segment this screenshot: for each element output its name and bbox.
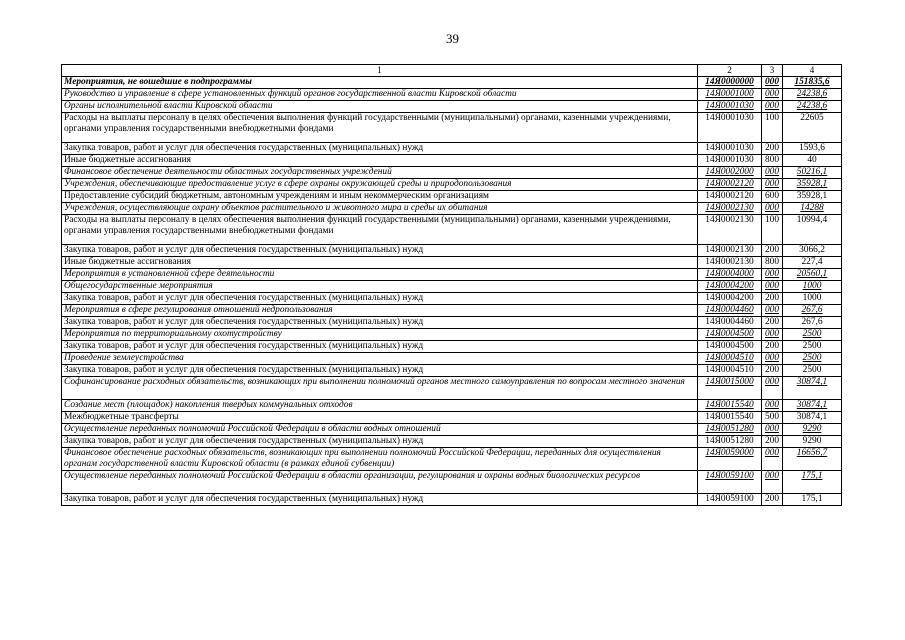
table-row <box>62 77 842 89</box>
row-name <box>62 77 698 89</box>
row-expense-type-text: 100 <box>764 215 780 225</box>
row-amount-text: 175,1 <box>801 471 823 481</box>
row-amount-text: 24238,6 <box>796 89 828 99</box>
row-name-text: Органы исполнительной власти Кировской области <box>64 101 273 111</box>
row-code-text: 14Я0059000 <box>705 448 754 458</box>
row-expense-type-text: 000 <box>764 179 780 189</box>
row-name <box>62 424 698 436</box>
row-name-text: Софинансирование расходных обязательств, возникающих при выполнении полномочий органов местного самоуправления по вопросам местного значения <box>64 377 685 387</box>
row-code-text: 14Я0004460 <box>705 317 754 327</box>
row-code <box>698 143 762 155</box>
budget-table <box>61 64 842 506</box>
row-expense-type <box>762 245 783 257</box>
row-amount-text: 30874,1 <box>796 400 828 410</box>
row-amount-text: 2500 <box>802 341 822 351</box>
row-name <box>62 155 698 167</box>
row-code <box>698 377 762 400</box>
row-name <box>62 143 698 155</box>
row-name-text: Закупка товаров, работ и услуг для обеспечения государственных (муниципальных) нужд <box>64 143 424 153</box>
table-row <box>62 269 842 281</box>
table-row <box>62 191 842 203</box>
row-amount <box>783 167 842 179</box>
row-code-text: 14Я0000000 <box>705 77 754 87</box>
row-amount-text: 50216,1 <box>796 167 828 177</box>
row-expense-type-text: 000 <box>764 203 780 213</box>
row-expense-type-text: 000 <box>764 281 780 291</box>
row-name <box>62 191 698 203</box>
row-name-text: Иные бюджетные ассигнования <box>64 257 191 267</box>
row-name-text: Закупка товаров, работ и услуг для обеспечения государственных (муниципальных) нужд <box>64 341 424 351</box>
row-code <box>698 305 762 317</box>
row-expense-type-text: 200 <box>764 365 780 375</box>
row-expense-type <box>762 89 783 101</box>
table-row <box>62 113 842 143</box>
row-code <box>698 353 762 365</box>
row-code <box>698 412 762 424</box>
row-amount <box>783 365 842 377</box>
row-amount-text: 267,6 <box>801 305 823 315</box>
row-code <box>698 245 762 257</box>
table-row <box>62 377 842 400</box>
row-code <box>698 215 762 245</box>
row-expense-type <box>762 281 783 293</box>
row-amount <box>783 412 842 424</box>
row-name-text: Финансовое обеспечение деятельности областных государственных учреждений <box>64 167 392 177</box>
row-amount-text: 1000 <box>802 293 822 303</box>
table-row <box>62 471 842 494</box>
row-expense-type-text: 800 <box>764 257 780 267</box>
row-expense-type <box>762 167 783 179</box>
row-amount <box>783 89 842 101</box>
row-name <box>62 317 698 329</box>
row-code-text: 14Я0004500 <box>705 329 754 339</box>
table-row <box>62 257 842 269</box>
row-name-text: Осуществление переданных полномочий Российской Федерации в области водных отношений <box>64 424 441 434</box>
row-expense-type <box>762 412 783 424</box>
table-row <box>62 215 842 245</box>
row-name-text: Мероприятия по территориальному охотустройству <box>64 329 282 339</box>
row-name-text: Руководство и управление в сфере установленных функций органов государственной власти Кировской области <box>64 89 517 99</box>
row-expense-type-text: 000 <box>764 424 780 434</box>
row-expense-type-text: 200 <box>764 317 780 327</box>
row-amount <box>783 269 842 281</box>
row-name <box>62 281 698 293</box>
row-amount-text: 151835,6 <box>794 77 830 87</box>
row-name <box>62 293 698 305</box>
row-amount <box>783 305 842 317</box>
row-amount-text: 175,1 <box>801 494 823 504</box>
row-expense-type <box>762 400 783 412</box>
row-expense-type <box>762 179 783 191</box>
row-name <box>62 203 698 215</box>
row-code-text: 14Я0004510 <box>705 365 754 375</box>
row-name <box>62 471 698 494</box>
row-amount <box>783 436 842 448</box>
row-amount <box>783 400 842 412</box>
row-name <box>62 257 698 269</box>
row-code-text: 14Я0002120 <box>705 179 754 189</box>
row-code <box>698 293 762 305</box>
row-name <box>62 269 698 281</box>
row-name-text: Закупка товаров, работ и услуг для обеспечения государственных (муниципальных) нужд <box>64 494 424 504</box>
row-expense-type-text: 200 <box>764 341 780 351</box>
row-code-text: 14Я0004000 <box>705 269 754 279</box>
row-code-text: 14Я0004500 <box>705 341 754 351</box>
row-amount <box>783 377 842 400</box>
row-code <box>698 203 762 215</box>
row-name-text: Мероприятия в сфере регулирования отношений недропользования <box>64 305 333 315</box>
table-row <box>62 400 842 412</box>
row-expense-type-text: 600 <box>764 191 780 201</box>
row-expense-type-text: 100 <box>764 113 780 123</box>
row-expense-type <box>762 494 783 506</box>
header-col-4: 4 <box>783 65 842 77</box>
row-name-text: Закупка товаров, работ и услуг для обеспечения государственных (муниципальных) нужд <box>64 365 424 375</box>
page-number: 39 <box>446 31 459 46</box>
row-name-text: Осуществление переданных полномочий Российской Федерации в области организации, регулирования и охраны водных биологических ресурсов <box>64 471 641 481</box>
table-body <box>62 65 842 506</box>
row-name <box>62 353 698 365</box>
row-expense-type <box>762 436 783 448</box>
table-row <box>62 293 842 305</box>
table-row <box>62 167 842 179</box>
row-code <box>698 101 762 113</box>
row-amount <box>783 191 842 203</box>
row-expense-type-text: 000 <box>764 400 780 410</box>
row-code-text: 14Я0004510 <box>705 353 754 363</box>
row-code <box>698 400 762 412</box>
row-expense-type <box>762 341 783 353</box>
table-row <box>62 494 842 506</box>
row-code-text: 14Я0015540 <box>705 400 754 410</box>
table-row <box>62 341 842 353</box>
table-row <box>62 353 842 365</box>
row-name <box>62 494 698 506</box>
row-code-text: 14Я0015540 <box>705 412 754 422</box>
row-code-text: 14Я0002130 <box>705 215 754 225</box>
row-name-text: Общегосударственные мероприятия <box>64 281 213 291</box>
row-expense-type <box>762 203 783 215</box>
row-expense-type-text: 800 <box>764 155 780 165</box>
row-expense-type-text: 000 <box>764 471 780 481</box>
row-expense-type-text: 000 <box>764 77 780 87</box>
row-expense-type <box>762 113 783 143</box>
row-expense-type-text: 000 <box>764 167 780 177</box>
row-amount <box>783 215 842 245</box>
row-code-text: 14Я0001030 <box>705 113 754 123</box>
row-expense-type <box>762 101 783 113</box>
row-amount <box>783 203 842 215</box>
row-expense-type-text: 000 <box>764 377 780 387</box>
row-code <box>698 365 762 377</box>
row-name <box>62 113 698 143</box>
row-expense-type-text: 000 <box>764 305 780 315</box>
row-name <box>62 436 698 448</box>
row-expense-type-text: 000 <box>764 329 780 339</box>
row-expense-type-text: 200 <box>764 494 780 504</box>
row-expense-type <box>762 448 783 471</box>
row-name <box>62 101 698 113</box>
row-name-text: Мероприятия, не вошедшие в подпрограммы <box>64 77 252 87</box>
row-code <box>698 167 762 179</box>
row-amount <box>783 155 842 167</box>
row-amount-text: 1000 <box>802 281 822 291</box>
row-name <box>62 215 698 245</box>
row-expense-type <box>762 155 783 167</box>
row-code-text: 14Я0004200 <box>705 281 754 291</box>
row-expense-type-text: 200 <box>764 293 780 303</box>
row-amount-text: 9290 <box>802 424 822 434</box>
row-code-text: 14Я0015000 <box>705 377 754 387</box>
row-code <box>698 269 762 281</box>
row-name-text: Учреждения, осуществляющие охрану объектов растительного и животного мира и среды их обитания <box>64 203 488 213</box>
row-code-text: 14Я0059100 <box>705 471 754 481</box>
row-amount <box>783 494 842 506</box>
row-name-text: Расходы на выплаты персоналу в целях обеспечения выполнения функций государственными (муниципальными) органами, казенными учреждениями, органами управления государственными внебюджетными фондами <box>64 113 671 134</box>
row-code-text: 14Я0051280 <box>705 436 754 446</box>
row-name-text: Иные бюджетные ассигнования <box>64 155 191 165</box>
row-expense-type-text: 000 <box>764 89 780 99</box>
row-expense-type <box>762 353 783 365</box>
row-name <box>62 179 698 191</box>
table-row <box>62 155 842 167</box>
row-expense-type-text: 200 <box>764 245 780 255</box>
table-row <box>62 101 842 113</box>
row-code <box>698 341 762 353</box>
table-row <box>62 281 842 293</box>
row-amount-text: 2500 <box>802 329 822 339</box>
row-code-text: 14Я0051280 <box>705 424 754 434</box>
row-expense-type <box>762 257 783 269</box>
row-expense-type-text: 000 <box>764 101 780 111</box>
table-row <box>62 365 842 377</box>
row-amount-text: 24238,6 <box>796 101 828 111</box>
row-code-text: 14Я0002130 <box>705 245 754 255</box>
row-amount <box>783 101 842 113</box>
row-amount <box>783 353 842 365</box>
row-code <box>698 448 762 471</box>
table-row <box>62 412 842 424</box>
row-amount <box>783 257 842 269</box>
row-code <box>698 89 762 101</box>
table-row <box>62 89 842 101</box>
row-amount-text: 30874,1 <box>796 412 828 422</box>
table-row <box>62 317 842 329</box>
row-name-text: Межбюджетные трансферты <box>64 412 179 422</box>
row-amount-text: 2500 <box>802 353 822 363</box>
row-expense-type-text: 000 <box>764 269 780 279</box>
row-code <box>698 191 762 203</box>
row-amount-text: 22605 <box>800 113 824 123</box>
row-expense-type <box>762 293 783 305</box>
row-name <box>62 167 698 179</box>
table-row <box>62 143 842 155</box>
row-expense-type <box>762 77 783 89</box>
row-name-text: Предоставление субсидий бюджетным, автономным учреждениям и иным некоммерческим организациям <box>64 191 489 201</box>
header-col-3: 3 <box>762 65 783 77</box>
row-expense-type-text: 000 <box>764 353 780 363</box>
row-name-text: Проведение землеустройства <box>64 353 184 363</box>
row-code <box>698 424 762 436</box>
row-expense-type <box>762 377 783 400</box>
row-expense-type <box>762 424 783 436</box>
row-name-text: Закупка товаров, работ и услуг для обеспечения государственных (муниципальных) нужд <box>64 293 424 303</box>
row-expense-type <box>762 317 783 329</box>
row-code-text: 14Я0001000 <box>705 89 754 99</box>
row-expense-type <box>762 365 783 377</box>
row-code <box>698 329 762 341</box>
row-amount <box>783 143 842 155</box>
row-amount-text: 3066,2 <box>799 245 825 255</box>
row-name <box>62 412 698 424</box>
table-row <box>62 329 842 341</box>
table-row <box>62 436 842 448</box>
row-expense-type <box>762 191 783 203</box>
row-amount-text: 1593,6 <box>799 143 825 153</box>
row-amount-text: 227,4 <box>801 257 823 267</box>
row-name-text: Закупка товаров, работ и услуг для обеспечения государственных (муниципальных) нужд <box>64 245 424 255</box>
row-code <box>698 317 762 329</box>
row-amount-text: 35928,1 <box>796 191 828 201</box>
row-name-text: Учреждения, обеспечивающие предоставление услуг в сфере охраны окружающей среды и природопользования <box>64 179 512 189</box>
row-name <box>62 365 698 377</box>
row-expense-type-text: 500 <box>764 412 780 422</box>
row-code-text: 14Я0001030 <box>705 101 754 111</box>
table-row <box>62 305 842 317</box>
row-expense-type-text: 000 <box>764 448 780 458</box>
row-expense-type <box>762 143 783 155</box>
row-code <box>698 281 762 293</box>
row-amount <box>783 317 842 329</box>
row-amount <box>783 448 842 471</box>
row-code <box>698 436 762 448</box>
row-amount-text: 40 <box>807 155 817 165</box>
table-row <box>62 179 842 191</box>
row-amount <box>783 424 842 436</box>
row-code-text: 14Я0002130 <box>705 257 754 267</box>
row-expense-type <box>762 305 783 317</box>
table-header-row <box>62 65 842 77</box>
row-code <box>698 113 762 143</box>
row-code-text: 14Я0004200 <box>705 293 754 303</box>
row-name <box>62 245 698 257</box>
row-amount <box>783 245 842 257</box>
row-expense-type-text: 200 <box>764 143 780 153</box>
row-code <box>698 494 762 506</box>
row-code-text: 14Я0004460 <box>705 305 754 315</box>
row-amount <box>783 329 842 341</box>
row-code <box>698 471 762 494</box>
row-code-text: 14Я0002130 <box>705 203 754 213</box>
row-amount-text: 16656,7 <box>796 448 828 458</box>
row-code-text: 14Я0001030 <box>705 143 754 153</box>
row-name <box>62 89 698 101</box>
header-col-2: 2 <box>698 65 762 77</box>
row-expense-type <box>762 269 783 281</box>
row-code <box>698 155 762 167</box>
row-code-text: 14Я0001030 <box>705 155 754 165</box>
row-amount <box>783 113 842 143</box>
row-code-text: 14Я0002000 <box>705 167 754 177</box>
table-row <box>62 203 842 215</box>
row-amount <box>783 293 842 305</box>
row-amount <box>783 281 842 293</box>
row-name <box>62 341 698 353</box>
row-amount-text: 30874,1 <box>796 377 828 387</box>
row-expense-type <box>762 329 783 341</box>
row-amount <box>783 471 842 494</box>
row-name-text: Закупка товаров, работ и услуг для обеспечения государственных (муниципальных) нужд <box>64 317 424 327</box>
row-name-text: Создание мест (площадок) накопления твердых коммунальных отходов <box>64 400 353 410</box>
row-name <box>62 305 698 317</box>
row-amount <box>783 77 842 89</box>
row-expense-type <box>762 471 783 494</box>
row-amount-text: 14288 <box>800 203 824 213</box>
row-name <box>62 377 698 400</box>
row-amount-text: 2500 <box>802 365 822 375</box>
row-code <box>698 257 762 269</box>
row-name-text: Закупка товаров, работ и услуг для обеспечения государственных (муниципальных) нужд <box>64 436 424 446</box>
table-row <box>62 245 842 257</box>
row-expense-type-text: 200 <box>764 436 780 446</box>
row-amount-text: 35928,1 <box>796 179 828 189</box>
row-name <box>62 400 698 412</box>
row-name <box>62 329 698 341</box>
row-name-text: Мероприятия в установленной сфере деятельности <box>64 269 275 279</box>
header-col-1: 1 <box>62 65 698 77</box>
row-code-text: 14Я0002120 <box>705 191 754 201</box>
row-name-text: Финансовое обеспечение расходных обязательств, возникающих при выполнении полномочий Российской Федерации, переданных для осуществления органам государственной власти Кировской области (в рамках единой субвенции) <box>64 448 661 469</box>
table-row <box>62 448 842 471</box>
row-code <box>698 77 762 89</box>
row-name-text: Расходы на выплаты персоналу в целях обеспечения выполнения функций государственными (муниципальными) органами, казенными учреждениями, органами управления государственными внебюджетными фондами <box>64 215 671 236</box>
row-amount <box>783 341 842 353</box>
row-amount <box>783 179 842 191</box>
table-row <box>62 424 842 436</box>
row-amount-text: 20560,1 <box>796 269 828 279</box>
row-code <box>698 179 762 191</box>
row-code-text: 14Я0059100 <box>705 494 754 504</box>
row-amount-text: 9290 <box>802 436 822 446</box>
row-amount-text: 267,6 <box>801 317 823 327</box>
row-amount-text: 10994,4 <box>796 215 828 225</box>
row-name <box>62 448 698 471</box>
row-expense-type <box>762 215 783 245</box>
